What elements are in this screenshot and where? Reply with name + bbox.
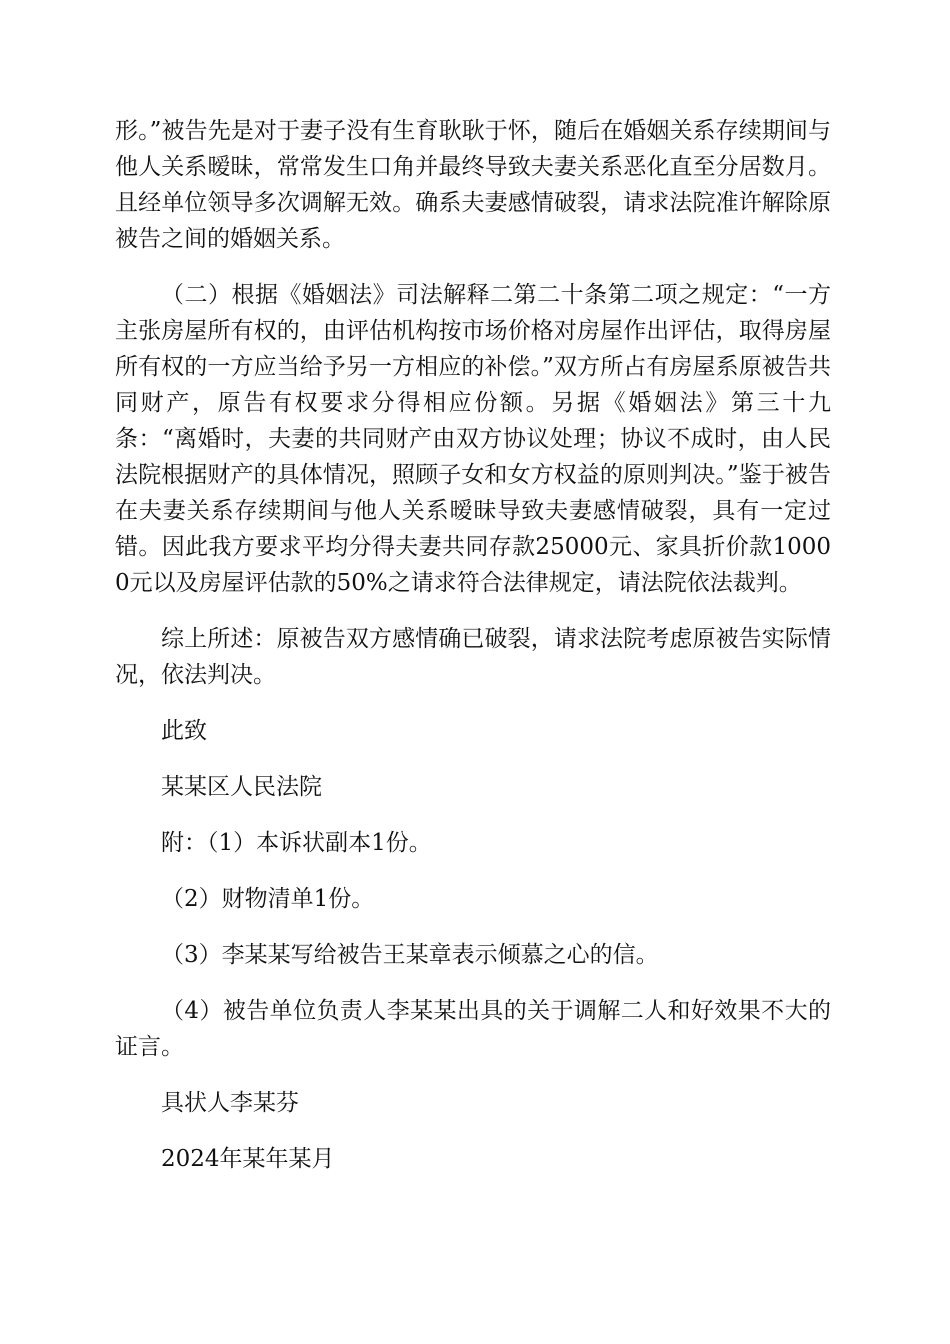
attachment-item-2: （2）财物清单1份。	[161, 886, 375, 912]
paragraph-property-claim: （二）根据《婚姻法》司法解释二第二十条第二项之规定：“一方主张房屋所有权的，由评估机构按市场价格对房屋作出评估，取得房屋所有权的一方应当给予另一方相应的补偿。”双方所占有房屋系原被告共同财产，原告有权要求分得相应份额。另据《婚姻法》第三十九条：“离婚时，夫妻的共同财产由双方协议处理；协议不成时，由人民法院根据财产的具体情况，照顾子女和女方权益的原则判决。”鉴于被告在夫妻关系存续期间与他人关系暧昧导致夫妻感情破裂，具有一定过错。因此我方要求平均分得夫妻共同存款25000元、家具折价款10000元以及房屋评估款的50%之请求符合法律规定，请法院依法裁判。	[115, 282, 831, 596]
salutation: 此致	[161, 718, 207, 744]
attachment-item-3: （3）李某某写给被告王某章表示倾慕之心的信。	[161, 942, 659, 968]
paragraph-summary: 综上所述：原被告双方感情确已破裂，请求法院考虑原被告实际情况，依法判决。	[115, 626, 831, 688]
document-page	[115, 113, 831, 1177]
signer-name: 具状人李某芬	[161, 1090, 299, 1116]
paragraph-divorce-grounds: 形。”被告先是对于妻子没有生育耿耿于怀，随后在婚姻关系存续期间与他人关系暧昧，常常发生口角并最终导致夫妻关系恶化直至分居数月。且经单位领导多次调解无效。确系夫妻感情破裂，请求法院准许解除原被告之间的婚姻关系。	[115, 118, 831, 252]
attachment-item-4: （4）被告单位负责人李某某出具的关于调解二人和好效果不大的证言。	[115, 998, 831, 1060]
signature-date: 2024年某年某月	[161, 1146, 335, 1172]
attachment-item-1: 附：（1）本诉状副本1份。	[161, 830, 432, 856]
court-name: 某某区人民法院	[161, 774, 322, 800]
